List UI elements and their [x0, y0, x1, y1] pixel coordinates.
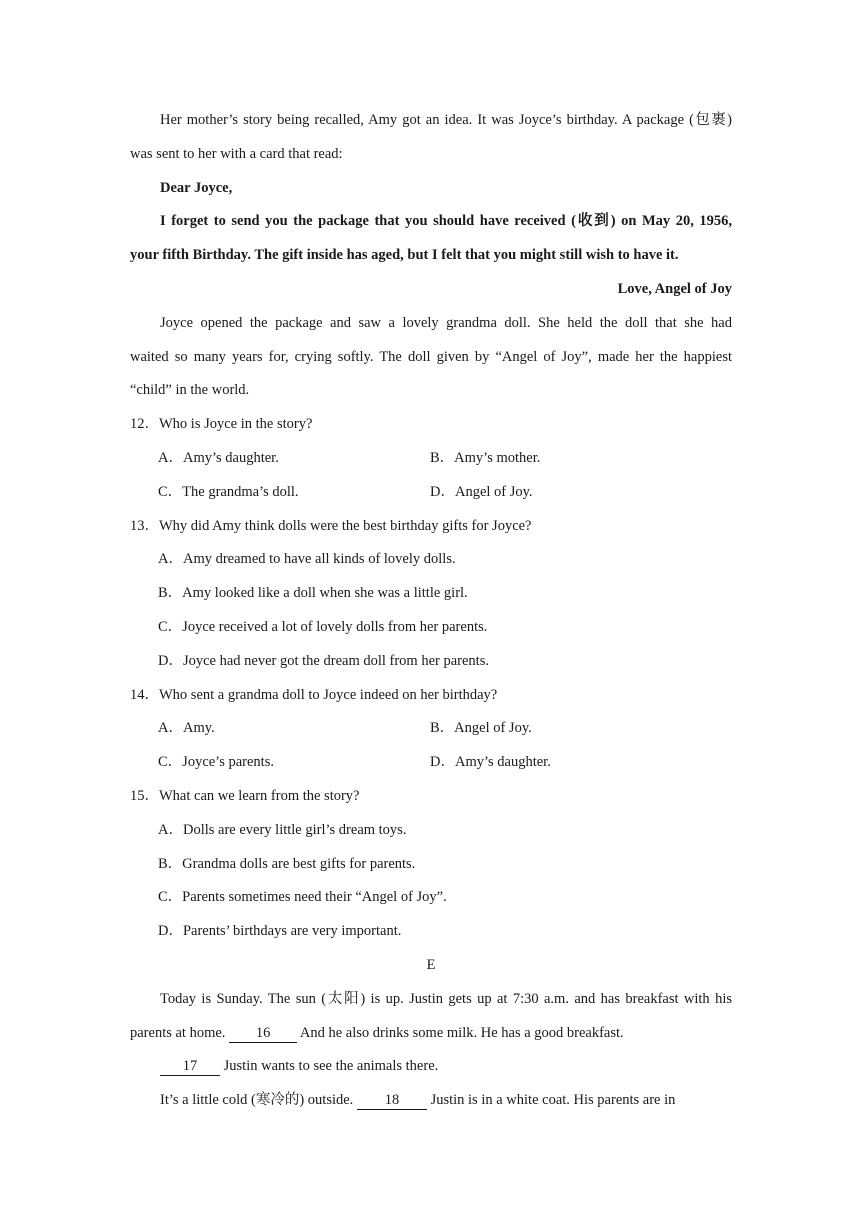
- paragraph-line: was sent to her with a card that read:: [130, 145, 343, 162]
- question-text: What can we learn from the story?: [159, 787, 360, 804]
- text-segment: Justin wants to see the animals there.: [223, 1058, 439, 1075]
- option-c: C．The grandma’s doll.: [158, 483, 299, 500]
- paragraph-line: Her mother’s story being recalled, Amy got an idea. It was Joyce’s birthday. A package (包裹): [160, 112, 732, 128]
- blank-16[interactable]: 16: [229, 1026, 297, 1043]
- question-number: 13．: [130, 517, 159, 534]
- question-14: [130, 679, 732, 713]
- option-d: D．Angel of Joy.: [430, 483, 533, 500]
- option-b: B．Angel of Joy.: [430, 720, 532, 737]
- option-b: B．Amy’s mother.: [430, 449, 541, 466]
- question-13: [130, 510, 732, 544]
- question-number: 15．: [130, 787, 159, 804]
- question-12: [130, 408, 732, 442]
- text-segment: And he also drinks some milk. He has a good breakfast.: [299, 1024, 624, 1041]
- question-text: Who sent a grandma doll to Joyce indeed on her birthday?: [159, 686, 498, 703]
- card-line: your fifth Birthday. The gift inside has aged, but I felt that you might still wish to have it.: [130, 247, 679, 264]
- blank-18[interactable]: 18: [357, 1093, 427, 1110]
- paragraph-line: [130, 1050, 732, 1084]
- paragraph-line: waited so many years for, crying softly. The doll given by “Angel of Joy”, made her the happiest: [130, 348, 732, 365]
- option-row: [130, 712, 732, 746]
- text-segment: It’s a little cold (寒冷的) outside.: [160, 1092, 354, 1109]
- option-a: A．Amy’s daughter.: [158, 449, 279, 466]
- document-content: [130, 104, 732, 1118]
- paragraph-line: Today is Sunday. The sun (太阳) is up. Justin gets up at 7:30 a.m. and has breakfast with his: [160, 990, 732, 1007]
- option-c: C．Parents sometimes need their “Angel of Joy”.: [158, 889, 447, 906]
- option-b: B．Grandma dolls are best gifts for parents.: [158, 855, 416, 872]
- option-row: [130, 476, 732, 510]
- card-signature: Love, Angel of Joy: [617, 280, 732, 297]
- question-number: 12．: [130, 416, 159, 433]
- option-b: B．Amy looked like a doll when she was a little girl.: [158, 585, 468, 602]
- question-text: Why did Amy think dolls were the best birthday gifts for Joyce?: [159, 517, 532, 534]
- paragraph-line: Joyce opened the package and saw a lovely grandma doll. She held the doll that she had: [160, 314, 732, 331]
- blank-17[interactable]: 17: [160, 1059, 220, 1076]
- text-segment: parents at home.: [130, 1024, 226, 1041]
- card-line: I forget to send you the package that you should have received (收到) on May 20, 1956,: [160, 213, 732, 230]
- option-a: A．Dolls are every little girl’s dream toys.: [158, 821, 407, 838]
- card-greeting: Dear Joyce,: [160, 179, 233, 196]
- question-15: [130, 780, 732, 814]
- option-c: C．Joyce’s parents.: [158, 754, 274, 771]
- option-row: [130, 746, 732, 780]
- question-number: 14．: [130, 686, 159, 703]
- question-text: Who is Joyce in the story?: [159, 416, 313, 433]
- paragraph-line: [130, 1017, 732, 1051]
- text-segment: Justin is in a white coat. His parents are in: [430, 1092, 676, 1109]
- option-a: A．Amy dreamed to have all kinds of lovely dolls.: [158, 551, 456, 568]
- paragraph-line: “child” in the world.: [130, 382, 250, 399]
- option-row: [130, 442, 732, 476]
- section-heading: E: [426, 956, 436, 973]
- option-c: C．Joyce received a lot of lovely dolls from her parents.: [158, 618, 488, 635]
- option-d: D．Joyce had never got the dream doll from her parents.: [158, 652, 489, 669]
- paragraph-line: [130, 1084, 732, 1118]
- option-d: D．Parents’ birthdays are very important.: [158, 923, 402, 940]
- option-a: A．Amy.: [158, 720, 215, 737]
- option-d: D．Amy’s daughter.: [430, 754, 551, 771]
